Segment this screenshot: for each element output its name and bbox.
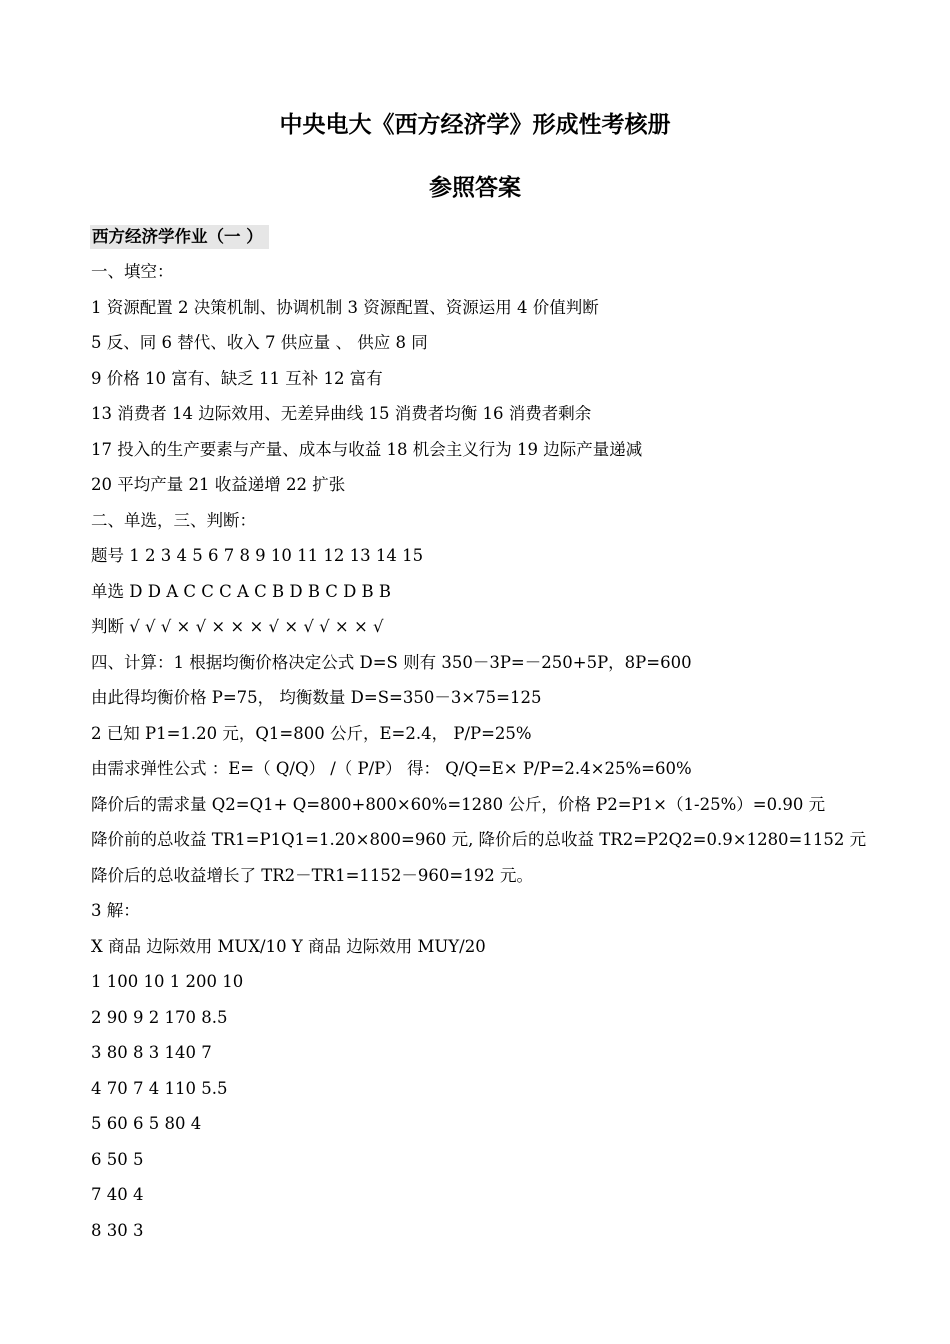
answer-lines (91, 259, 866, 1253)
text-line: 降价后的需求量 Q2=Q1+ Q=800+800×60%=1280 公斤，价格 P2=P1×（1-25%）=0.90 元 (91, 794, 826, 814)
text-line: 降价后的总收益增长了 TR2－TR1=1152－960=192 元。 (91, 865, 533, 885)
document-title: 中央电大《西方经济学》形成性考核册 (279, 112, 671, 138)
text-line: 2 已知 P1=1.20 元，Q1=800 公斤，E=2.4， P/P=25% (91, 723, 532, 743)
section-heading: 西方经济学作业（一 ） (90, 225, 269, 249)
text-line: 9 价格 10 富有、缺乏 11 互补 12 富有 (91, 368, 383, 388)
text-line: 1 资源配置 2 决策机制、协调机制 3 资源配置、资源运用 4 价值判断 (91, 297, 599, 317)
text-line: 17 投入的生产要素与产量、成本与收益 18 机会主义行为 19 边际产量递减 (91, 439, 643, 459)
text-line: 8 30 3 (91, 1220, 144, 1240)
text-line: 二、单选，三、判断： (91, 510, 256, 530)
text-line: X 商品 边际效用 MUX/10 Y 商品 边际效用 MUY/20 (91, 936, 486, 956)
text-line: 6 50 5 (91, 1149, 144, 1169)
text-line: 四、计算：1 根据均衡价格决定公式 D=S 则有 350－3P=－250+5P，8P=600 (91, 652, 692, 672)
text-line: 由此得均衡价格 P=75， 均衡数量 D=S=350－3×75=125 (91, 688, 542, 707)
text-line: 20 平均产量 21 收益递增 22 扩张 (91, 475, 346, 494)
text-line: 4 70 7 4 110 5.5 (91, 1078, 228, 1098)
text-line: 5 60 6 5 80 4 (91, 1114, 202, 1133)
document-subtitle: 参照答案 (429, 175, 521, 201)
text-line: 2 90 9 2 170 8.5 (91, 1007, 228, 1027)
text-line: 7 40 4 (91, 1185, 144, 1204)
text-line: 13 消费者 14 边际效用、无差异曲线 15 消费者均衡 16 消费者剩余 (91, 404, 592, 423)
text-line: 由需求弹性公式 ：E=（ Q/Q） /（ P/P） 得： Q/Q=E× P/P=2.4×25%=60% (91, 759, 692, 778)
text-line: 判断 √ √ √ × √ × × × √ × √ √ × × √ (91, 617, 384, 636)
text-line: 单选 D D A C C C A C B D B C D B B (91, 581, 392, 601)
text-line: 5 反、同 6 替代、收入 7 供应量 、 供应 8 同 (91, 333, 428, 352)
text-line: 3 解： (91, 901, 140, 920)
text-line: 题号 1 2 3 4 5 6 7 8 9 10 11 12 13 14 15 (91, 546, 424, 565)
text-line: 一、填空： (91, 262, 174, 281)
text-line: 1 100 10 1 200 10 (91, 972, 244, 991)
text-line: 降价前的总收益 TR1=P1Q1=1.20×800=960 元, 降价后的总收益 TR2=P2Q2=0.9×1280=1152 元 (91, 830, 867, 849)
text-line: 3 80 8 3 140 7 (91, 1043, 212, 1062)
